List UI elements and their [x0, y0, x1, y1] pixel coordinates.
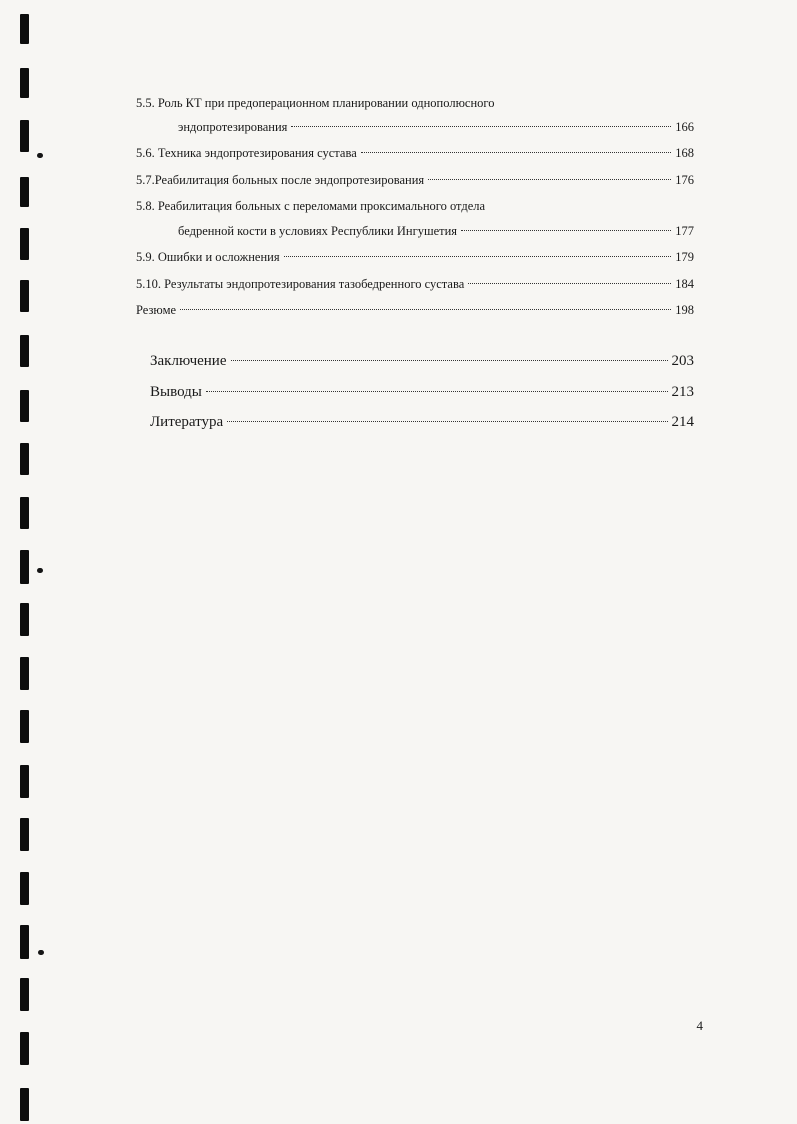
toc-entry-page: 198: [675, 303, 694, 317]
dot-leader: [428, 179, 671, 180]
toc-entry-title: эндопротезирования: [178, 120, 288, 134]
toc-entry-page: 214: [671, 414, 694, 430]
toc-entry-title: 5.6. Техника эндопротезирования сустава: [136, 146, 357, 160]
dot-leader: [231, 360, 668, 361]
dot-leader: [284, 256, 672, 257]
toc-entry-page: 176: [675, 173, 694, 187]
toc-entry-title: бедренной кости в условиях Республики Ингушетия: [178, 224, 458, 238]
toc-entry-page: 213: [671, 384, 694, 400]
toc-entry-line: 5.5. Роль КТ при предоперационном планировании однополюсного: [136, 96, 495, 110]
toc-entry-title: 5.7.Реабилитация больных после эндопротезирования: [136, 173, 425, 187]
toc-entry-page: 184: [675, 277, 694, 291]
toc-entry-page: 166: [675, 120, 694, 134]
toc-entry-page: 203: [671, 353, 694, 369]
toc-entry-page: 168: [675, 146, 694, 160]
toc-entry-title: Заключение: [150, 353, 227, 369]
toc-entry-title: Выводы: [150, 384, 202, 400]
toc-entry[interactable]: [136, 173, 694, 188]
toc-entry[interactable]: [136, 250, 694, 265]
toc-entry-page: 177: [675, 224, 694, 238]
dot-leader: [180, 309, 671, 310]
dot-leader: [206, 391, 668, 392]
toc-entry[interactable]: [178, 120, 694, 135]
toc-entry[interactable]: [150, 414, 694, 431]
toc-entry-page: 179: [675, 250, 694, 264]
toc-entry-title: 5.9. Ошибки и осложнения: [136, 250, 280, 264]
toc-entry-line: 5.8. Реабилитация больных с переломами проксимального отдела: [136, 199, 486, 213]
toc-entry[interactable]: [178, 224, 694, 239]
dot-leader: [361, 152, 671, 153]
dot-leader: [227, 421, 667, 422]
dot-leader: [461, 230, 671, 231]
toc-entry-title: 5.10. Результаты эндопротезирования тазобедренного сустава: [136, 277, 465, 291]
toc-entry[interactable]: [136, 303, 694, 318]
toc-entry[interactable]: [136, 146, 694, 161]
toc-entry-title: Литература: [150, 414, 224, 430]
toc-entry-title: Резюме: [136, 303, 177, 317]
dot-leader: [468, 283, 671, 284]
toc-entry[interactable]: [150, 353, 694, 370]
toc-entry[interactable]: [136, 277, 694, 292]
dot-leader: [291, 126, 671, 127]
toc-entry[interactable]: [150, 384, 694, 401]
page-number: 4: [696, 1018, 703, 1033]
